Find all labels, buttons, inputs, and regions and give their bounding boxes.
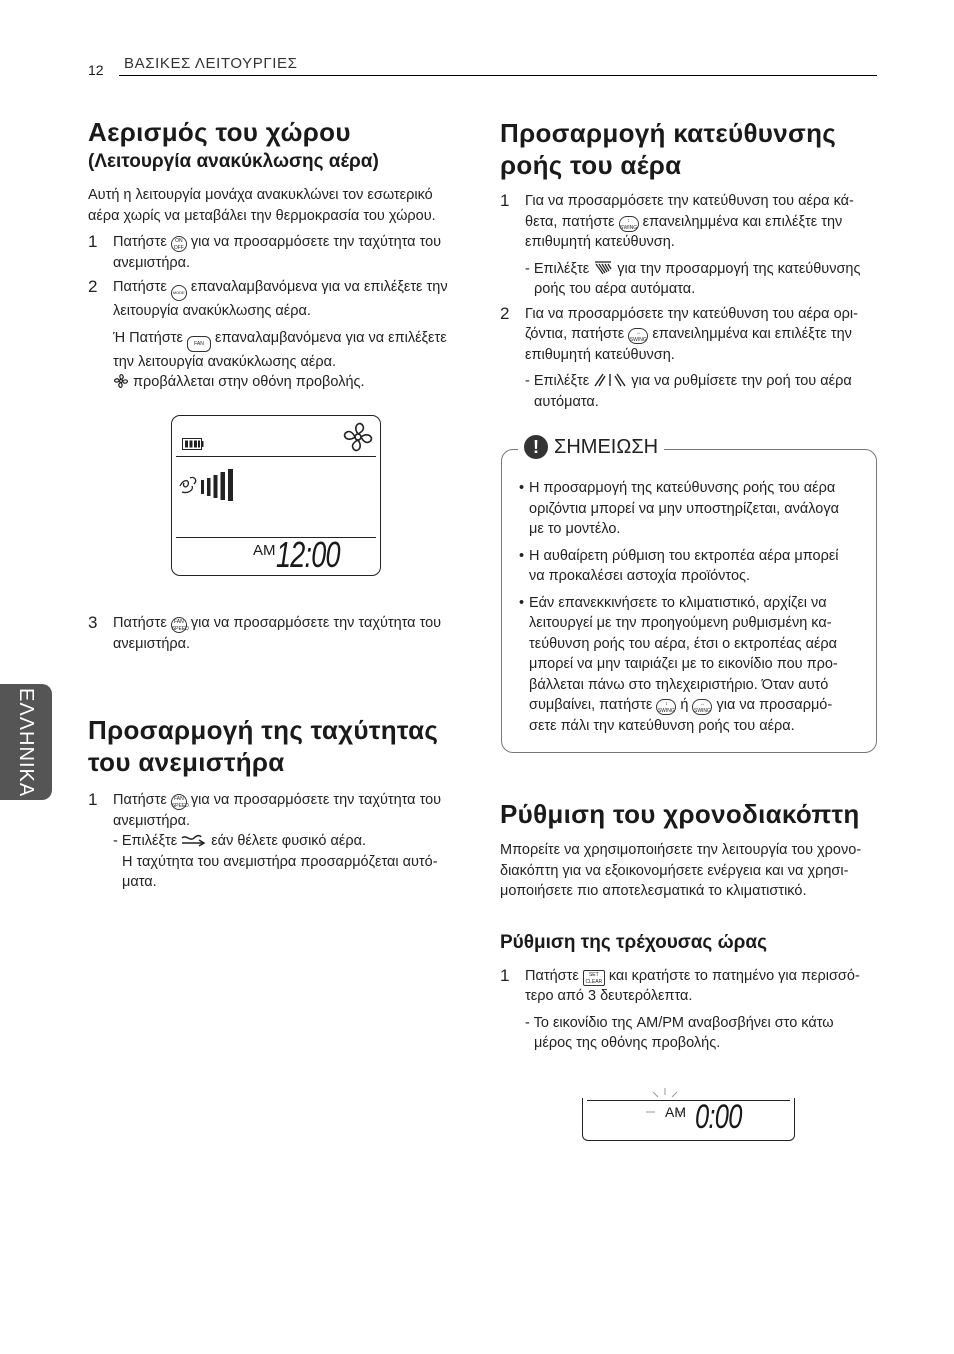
step-text: για να προσαρμόσετε την ταχύτητα του [190, 615, 442, 631]
step-text: λειτουργία ανακύκλωσης αέρα. [113, 303, 311, 319]
note-text: για να προσαρμό- [716, 697, 833, 713]
step-text: μέρος της οθόνης προβολής. [534, 1035, 721, 1051]
note-heading-label: ΣΗΜΕΙΩΣΗ [554, 435, 659, 458]
note-text: ή [680, 697, 689, 713]
step-number: 3 [88, 613, 98, 632]
horizontal-swing-icon [593, 372, 627, 388]
step-text: ζόντια, πατήστε [525, 326, 625, 342]
timer-intro [500, 840, 878, 902]
fan-speed-step-1 [88, 790, 468, 893]
note-text: να προκαλέσει αστοχία προϊόντος. [529, 568, 751, 584]
fan-speed-bars-icon [178, 468, 234, 502]
step-text: επαναλαμβανόμενα για να επιλέξετε την [190, 279, 448, 295]
language-tab-label: ΕΛΛΗΝΙΚΑ [15, 688, 37, 798]
timer-time: 0:00 [695, 1098, 742, 1136]
step-text: - Επιλέξτε [525, 260, 590, 277]
airflow-section [500, 117, 878, 412]
fan-symbol-icon [113, 373, 129, 389]
step-text: επανειλημμένα και επιλέξτε την [652, 326, 852, 342]
step-text: εάν θέλετε φυσικό αέρα. [211, 833, 366, 849]
timer-title: Ρύθμιση του χρονοδιακόπτη [500, 799, 860, 829]
airflow-step-1 [500, 191, 878, 300]
note-item: • Η αυθαίρετη ρύθμιση του εκτροπέα αέρα μπορεί να προκαλέσει αστοχία προϊόντος. [519, 546, 869, 587]
note-text: μπορεί να μην ταιριάζει με το εικονίδιο που προ- [529, 656, 838, 672]
timer-subtitle: Ρύθμιση της τρέχουσας ώρας [500, 931, 767, 953]
display-time: 12:00 [276, 534, 340, 575]
step-text: Για να προσαρμόσετε την κατεύθυνση του αέρα κά- [525, 193, 854, 209]
display-divider [176, 456, 376, 457]
page-number: 12 [88, 62, 104, 78]
ventilation-step-1 [88, 232, 468, 273]
note-text: Εάν επανεκκινήσετε το κλιματιστικό, αρχίζει να [529, 594, 827, 611]
ventilation-step-2 [88, 277, 468, 393]
step-number: 1 [500, 191, 510, 210]
step-text: για την προσαρμογή της κατεύθυνσης [617, 260, 861, 277]
note-text: Η αυθαίρετη ρύθμιση του εκτροπέα αέρα μπορεί [529, 547, 839, 564]
timer-display [582, 1098, 795, 1141]
fan-button-icon: FAN [187, 336, 211, 352]
step-text: την λειτουργία ανακύκλωσης αέρα. [113, 353, 336, 370]
fan-mode-icon [340, 420, 376, 454]
step-text: για να ρυθμίσετε την ροή του αέρα [631, 373, 852, 389]
note-text: λειτουργεί με την προηγούμενη ρυθμισμένη κα- [529, 615, 832, 631]
ventilation-step-3 [88, 613, 493, 654]
step-number: 1 [88, 232, 98, 251]
step-text: ανεμιστήρα. [113, 812, 191, 829]
swing-button-icon: ↕ SWING [620, 217, 638, 231]
swing-button-icon: ↔ SWING [629, 330, 647, 343]
step-text: Για να προσαρμόσετε την κατεύθυνση του αέρα ορι- [525, 305, 858, 322]
step-text: - Επιλέξτε [525, 373, 590, 389]
vertical-swing-icon [593, 260, 613, 276]
step-text: επανειλημμένα και επιλέξτε την [642, 213, 843, 230]
step-text: Η ταχύτητα του ανεμιστήρα προσαρμόζεται αυτό- [122, 853, 438, 870]
title-line: ροής του αέρα [500, 150, 682, 180]
swing-button-icon: ↕ SWING [657, 701, 675, 714]
title-line: Προσαρμογή της ταχύτητας [88, 715, 439, 745]
step-text: θετα, πατήστε [525, 213, 615, 230]
header-rule [119, 75, 877, 76]
step-text: αυτόματα. [534, 393, 599, 410]
intro-line: Μπορείτε να χρησιμοποιήσετε την λειτουργία του χρονο- [500, 842, 862, 858]
note-text: Η προσαρμογή της κατεύθυνσης ροής του αέρα [529, 480, 836, 496]
on-off-button-icon: ON OFF [171, 236, 187, 252]
step-text: Πατήστε [113, 234, 167, 250]
battery-icon [182, 438, 204, 450]
display-divider [587, 1100, 790, 1101]
note-item: • Η προσαρμογή της κατεύθυνσης ροής του αέρα οριζόντια μπορεί να μην υποστηρίζεται, ανάλογα με το μοντέλο. [519, 478, 869, 540]
ventilation-subtitle: (Λειτουργία ανακύκλωσης αέρα) [88, 151, 379, 172]
natural-wind-icon [181, 832, 207, 848]
intro-line: αέρα χωρίς να μεταβάλει την θερμοκρασία του χώρου. [88, 207, 436, 224]
step-text: επιθυμητή κατεύθυνση. [525, 346, 675, 363]
step-text: Πατήστε [525, 967, 579, 984]
step-number: 1 [500, 965, 510, 985]
fan-speed-title [88, 714, 468, 778]
note-text: βάλλεται πάνω στο τηλεχειριστήριο. Όταν αυτό [529, 676, 829, 693]
step-text: ανεμιστήρα. [113, 254, 191, 271]
step-number: 2 [88, 277, 98, 296]
step-number: 2 [500, 303, 510, 323]
note-text: σετε πάλι την κατεύθυνση ροής του αέρα. [529, 717, 795, 734]
ventilation-intro [88, 185, 468, 226]
fan-speed-button-icon: FAN SPEED [171, 619, 189, 632]
step-text: Πατήστε [113, 615, 167, 631]
step-text: Πατήστε [113, 279, 167, 295]
step-number: 1 [88, 790, 98, 809]
display-am-label: AM [253, 542, 276, 559]
step-text: για να προσαρμόσετε την ταχύτητα του [190, 234, 442, 250]
fan-speed-section [88, 714, 468, 893]
step-text: Ή Πατήστε [113, 329, 183, 346]
step-text: ματα. [122, 874, 157, 890]
ventilation-section [88, 116, 468, 393]
step-text: επαναλαμβανόμενα για να επιλέξετε [215, 329, 447, 346]
step-text: Πατήστε [113, 792, 167, 808]
step-text: και κρατήστε το πατημένο για περισσό- [608, 967, 860, 984]
timer-am-label: AM [665, 1104, 686, 1120]
swing-button-icon: ↔ SWING [693, 701, 711, 714]
note-heading [518, 435, 664, 459]
note-text: τεύθυνση ροής του αέρα, έτσι ο εκτροπέας αέρα [529, 635, 838, 652]
warning-icon: ! [524, 435, 548, 459]
remote-display [171, 415, 381, 576]
airflow-step-2 [500, 304, 878, 413]
intro-line: Αυτή η λειτουργία μονάχα ανακυκλώνει τον εσωτερικό [88, 187, 433, 203]
step-text: προβάλλεται στην οθόνη προβολής. [133, 374, 365, 390]
step-text: - Επιλέξτε [113, 833, 178, 849]
note-text: συμβαίνει, πατήστε [529, 697, 653, 713]
intro-line: μοποιήσετε πιο αποτελεσματικά το κλιματιστικό. [500, 883, 807, 899]
note-content [519, 478, 869, 736]
note-item: • Εάν επανεκκινήσετε το κλιματιστικό, αρχίζει να λειτουργεί με την προηγούμενη ρυθμισμένη κα- τεύθυνση ροής του αέρα, έτσι ο εκτροπέας αέρα μπορεί να μην ταιριάζει με το εικονίδιο που προ- βάλλεται πάνω στο τηλεχειριστήριο. Όταν αυτό συμβαίνει, πατήστε ↕ SWING ή ↔ SWING για να προσαρμό- σετε πάλι την κατεύθυνση ροής του αέρα. [519, 593, 869, 737]
intro-line: διακόπτη για να εξοικονομήσετε ενέργεια και να χρησι- [500, 862, 849, 879]
fan-speed-button-icon: FAN SPEED [171, 796, 189, 809]
step-text: ανεμιστήρα. [113, 635, 191, 652]
title-line: Προσαρμογή κατεύθυνσης [500, 118, 837, 148]
note-text: με το μοντέλο. [529, 521, 621, 537]
title-line: του ανεμιστήρα [88, 747, 285, 777]
timer-step-1 [500, 966, 878, 1054]
step-text: - Το εικονίδιο της AM/PM αναβοσβήνει στο κάτω [525, 1014, 834, 1031]
mode-button-icon: MODE [171, 285, 187, 301]
airflow-title [500, 117, 878, 181]
step-text: ροής του αέρα αυτόματα. [534, 281, 696, 297]
step-text: για να προσαρμόσετε την ταχύτητα του [190, 792, 442, 808]
step-text: τερο από 3 δευτερόλεπτα. [525, 988, 693, 1004]
note-text: οριζόντια μπορεί να μην υποστηρίζεται, ανάλογα [529, 500, 839, 517]
step-text: επιθυμητή κατεύθυνση. [525, 234, 675, 250]
language-tab [0, 684, 52, 800]
timer-section [500, 798, 878, 1054]
section-title: ΒΑΣΙΚΕΣ ΛΕΙΤΟΥΡΓΙΕΣ [124, 55, 298, 72]
set-clear-button-icon: SET CLEAR [583, 970, 605, 986]
ventilation-title: Αερισμός του χώρου [88, 117, 351, 147]
